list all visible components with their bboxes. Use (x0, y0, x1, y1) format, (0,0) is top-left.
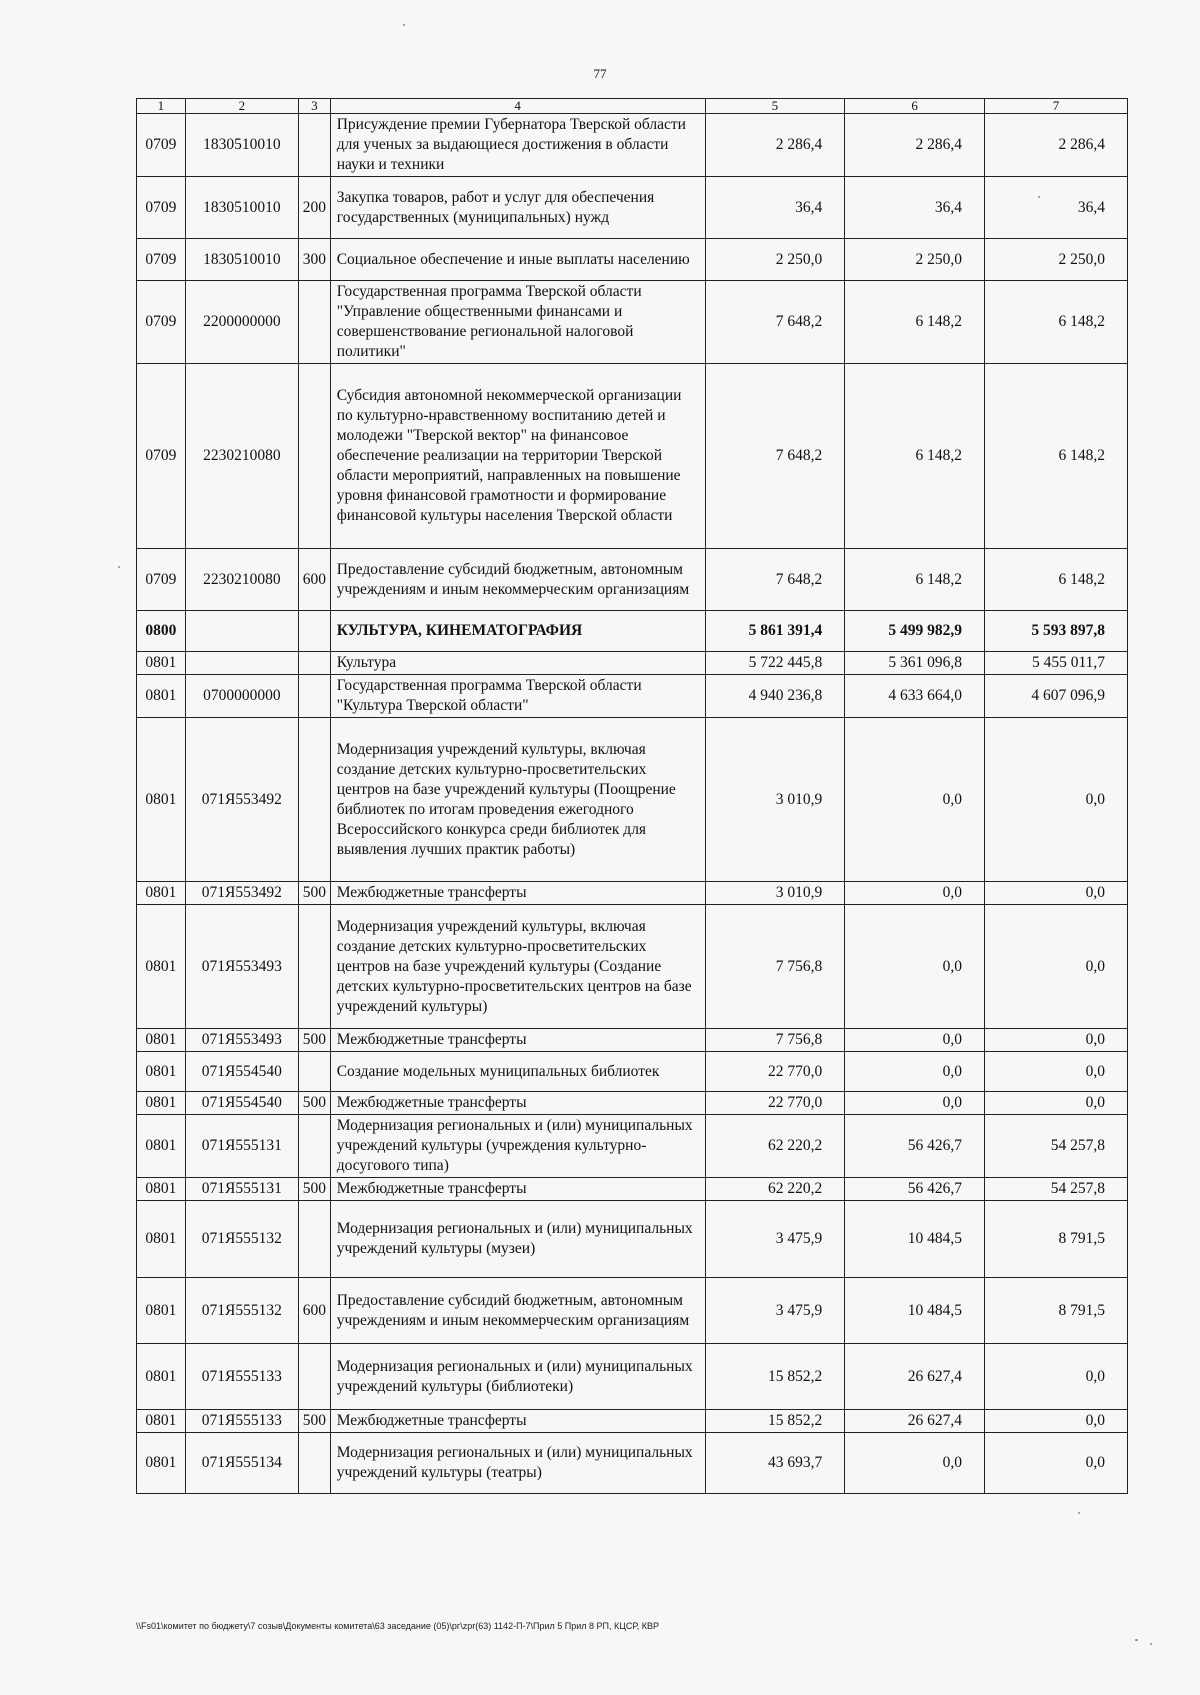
section-code-cell: 0801 (137, 882, 186, 905)
amount-col7-cell: 0,0 (985, 1052, 1128, 1092)
amount-col5-cell: 2 286,4 (705, 114, 845, 177)
description-cell: Социальное обеспечение и иные выплаты населению (330, 239, 705, 281)
amount-col5-cell: 7 756,8 (705, 905, 845, 1029)
amount-col7-cell: 0,0 (985, 1433, 1128, 1494)
amount-col7-cell: 0,0 (985, 882, 1128, 905)
target-article-cell: 2230210080 (185, 549, 298, 611)
column-header: 1 (137, 99, 186, 114)
target-article-cell: 0700000000 (185, 675, 298, 718)
section-code-cell: 0801 (137, 1410, 186, 1433)
amount-col7-cell: 6 148,2 (985, 281, 1128, 364)
amount-col5-cell: 7 648,2 (705, 364, 845, 549)
expense-type-cell (298, 905, 330, 1029)
column-header: 4 (330, 99, 705, 114)
target-article-cell: 071Я555132 (185, 1278, 298, 1344)
section-code-cell: 0709 (137, 114, 186, 177)
expense-type-cell: 600 (298, 549, 330, 611)
amount-col7-cell: 2 250,0 (985, 239, 1128, 281)
amount-col7-cell: 54 257,8 (985, 1178, 1128, 1201)
amount-col5-cell: 43 693,7 (705, 1433, 845, 1494)
description-cell: Государственная программа Тверской области "Культура Тверской области" (330, 675, 705, 718)
amount-col5-cell: 62 220,2 (705, 1115, 845, 1178)
table-row (137, 1344, 1128, 1410)
description-cell: Предоставление субсидий бюджетным, автономным учреждениям и иным некоммерческим организациям (330, 549, 705, 611)
section-code-cell: 0801 (137, 718, 186, 882)
section-code-cell: 0801 (137, 1278, 186, 1344)
description-cell: Модернизация региональных и (или) муниципальных учреждений культуры (музеи) (330, 1201, 705, 1278)
table-row (137, 611, 1128, 652)
table-row (137, 675, 1128, 718)
table-row (137, 281, 1128, 364)
expense-type-cell: 500 (298, 1029, 330, 1052)
expense-type-cell: 300 (298, 239, 330, 281)
expense-type-cell (298, 364, 330, 549)
column-header: 7 (985, 99, 1128, 114)
section-code-cell: 0801 (137, 1201, 186, 1278)
description-cell: Модернизация учреждений культуры, включая создание детских культурно-просветительских центров на базе учреждений культуры (Создание детских культурно-просветительских центров на базе учреждений культуры) (330, 905, 705, 1029)
section-code-cell: 0801 (137, 905, 186, 1029)
description-cell: Модернизация региональных и (или) муниципальных учреждений культуры (учреждения культурно-досугового типа) (330, 1115, 705, 1178)
table-row (137, 177, 1128, 239)
amount-col6-cell: 0,0 (845, 1029, 985, 1052)
scan-speck (1135, 1639, 1138, 1641)
amount-col6-cell: 10 484,5 (845, 1278, 985, 1344)
target-article-cell: 071Я553492 (185, 718, 298, 882)
column-number-row (137, 99, 1128, 114)
expense-type-cell: 500 (298, 882, 330, 905)
description-cell: Межбюджетные трансферты (330, 1029, 705, 1052)
section-code-cell: 0801 (137, 675, 186, 718)
expense-type-cell (298, 1344, 330, 1410)
amount-col6-cell: 4 633 664,0 (845, 675, 985, 718)
amount-col6-cell: 2 286,4 (845, 114, 985, 177)
description-cell: Культура (330, 652, 705, 675)
amount-col5-cell: 5 861 391,4 (705, 611, 845, 652)
target-article-cell (185, 611, 298, 652)
amount-col6-cell: 6 148,2 (845, 364, 985, 549)
amount-col7-cell: 5 593 897,8 (985, 611, 1128, 652)
description-cell: Предоставление субсидий бюджетным, автономным учреждениям и иным некоммерческим организациям (330, 1278, 705, 1344)
description-cell: Создание модельных муниципальных библиотек (330, 1052, 705, 1092)
amount-col5-cell: 3 475,9 (705, 1278, 845, 1344)
description-cell: Модернизация региональных и (или) муниципальных учреждений культуры (театры) (330, 1433, 705, 1494)
budget-table (136, 98, 1128, 1494)
description-cell: Закупка товаров, работ и услуг для обеспечения государственных (муниципальных) нужд (330, 177, 705, 239)
amount-col7-cell: 0,0 (985, 905, 1128, 1029)
amount-col6-cell: 5 361 096,8 (845, 652, 985, 675)
amount-col6-cell: 0,0 (845, 905, 985, 1029)
amount-col6-cell: 10 484,5 (845, 1201, 985, 1278)
description-cell: КУЛЬТУРА, КИНЕМАТОГРАФИЯ (330, 611, 705, 652)
amount-col6-cell: 56 426,7 (845, 1115, 985, 1178)
amount-col5-cell: 15 852,2 (705, 1410, 845, 1433)
table-row (137, 1052, 1128, 1092)
amount-col7-cell: 54 257,8 (985, 1115, 1128, 1178)
description-cell: Межбюджетные трансферты (330, 882, 705, 905)
description-cell: Государственная программа Тверской области "Управление общественными финансами и совершенствование региональной налоговой политики" (330, 281, 705, 364)
target-article-cell: 071Я554540 (185, 1092, 298, 1115)
description-cell: Межбюджетные трансферты (330, 1092, 705, 1115)
target-article-cell: 1830510010 (185, 239, 298, 281)
expense-type-cell (298, 1115, 330, 1178)
section-code-cell: 0709 (137, 239, 186, 281)
amount-col5-cell: 4 940 236,8 (705, 675, 845, 718)
section-code-cell: 0801 (137, 1115, 186, 1178)
amount-col6-cell: 6 148,2 (845, 281, 985, 364)
table-row (137, 1201, 1128, 1278)
target-article-cell: 071Я555134 (185, 1433, 298, 1494)
description-cell: Межбюджетные трансферты (330, 1410, 705, 1433)
footer-file-path: \\Fs01\комитет по бюджету\7 созыв\Документы комитета\63 заседание (05)\рг\zpr(63) 1142-П-7\Прил 5 Прил 8 РП, КЦСР, КВР (136, 1621, 659, 1631)
expense-type-cell (298, 281, 330, 364)
amount-col6-cell: 0,0 (845, 1433, 985, 1494)
expense-type-cell: 500 (298, 1410, 330, 1433)
amount-col6-cell: 36,4 (845, 177, 985, 239)
scan-speck (1150, 1643, 1152, 1645)
amount-col5-cell: 7 648,2 (705, 281, 845, 364)
amount-col5-cell: 7 756,8 (705, 1029, 845, 1052)
amount-col7-cell: 0,0 (985, 1092, 1128, 1115)
page-number: 77 (593, 66, 607, 81)
scan-speck (118, 566, 120, 568)
amount-col7-cell: 2 286,4 (985, 114, 1128, 177)
column-header: 3 (298, 99, 330, 114)
table-row (137, 652, 1128, 675)
amount-col6-cell: 26 627,4 (845, 1344, 985, 1410)
amount-col5-cell: 3 010,9 (705, 718, 845, 882)
expense-type-cell (298, 1433, 330, 1494)
target-article-cell: 2200000000 (185, 281, 298, 364)
scan-speck (403, 24, 405, 26)
section-code-cell: 0709 (137, 177, 186, 239)
description-cell: Модернизация региональных и (или) муниципальных учреждений культуры (библиотеки) (330, 1344, 705, 1410)
target-article-cell: 2230210080 (185, 364, 298, 549)
amount-col7-cell: 0,0 (985, 1410, 1128, 1433)
table-row (137, 882, 1128, 905)
amount-col7-cell: 4 607 096,9 (985, 675, 1128, 718)
target-article-cell: 071Я555133 (185, 1410, 298, 1433)
amount-col6-cell: 5 499 982,9 (845, 611, 985, 652)
expense-type-cell: 500 (298, 1178, 330, 1201)
amount-col5-cell: 22 770,0 (705, 1052, 845, 1092)
description-cell: Субсидия автономной некоммерческой организации по культурно-нравственному воспитанию детей и молодежи "Тверской вектор" на финансовое обеспечение реализации на территории Тверской области мероприятий, направленных на повышение уровня финансовой грамотности и формирование финансовой культуры населения Тверской области (330, 364, 705, 549)
section-code-cell: 0801 (137, 1178, 186, 1201)
target-article-cell: 071Я555131 (185, 1178, 298, 1201)
column-header: 5 (705, 99, 845, 114)
section-code-cell: 0801 (137, 1029, 186, 1052)
amount-col6-cell: 0,0 (845, 1092, 985, 1115)
table-row (137, 1433, 1128, 1494)
expense-type-cell: 500 (298, 1092, 330, 1115)
amount-col5-cell: 15 852,2 (705, 1344, 845, 1410)
amount-col5-cell: 3 010,9 (705, 882, 845, 905)
amount-col5-cell: 22 770,0 (705, 1092, 845, 1115)
amount-col6-cell: 0,0 (845, 882, 985, 905)
amount-col6-cell: 0,0 (845, 718, 985, 882)
amount-col5-cell: 2 250,0 (705, 239, 845, 281)
table-row (137, 1029, 1128, 1052)
amount-col5-cell: 62 220,2 (705, 1178, 845, 1201)
amount-col7-cell: 0,0 (985, 1344, 1128, 1410)
amount-col7-cell: 8 791,5 (985, 1278, 1128, 1344)
target-article-cell: 071Я553493 (185, 1029, 298, 1052)
target-article-cell: 071Я554540 (185, 1052, 298, 1092)
column-header: 6 (845, 99, 985, 114)
table-row (137, 549, 1128, 611)
section-code-cell: 0709 (137, 364, 186, 549)
expense-type-cell (298, 1201, 330, 1278)
amount-col7-cell: 0,0 (985, 718, 1128, 882)
table-row (137, 1278, 1128, 1344)
expense-type-cell (298, 611, 330, 652)
amount-col7-cell: 6 148,2 (985, 549, 1128, 611)
expense-type-cell: 200 (298, 177, 330, 239)
expense-type-cell (298, 718, 330, 882)
amount-col6-cell: 6 148,2 (845, 549, 985, 611)
table-row (137, 718, 1128, 882)
amount-col7-cell: 5 455 011,7 (985, 652, 1128, 675)
amount-col5-cell: 5 722 445,8 (705, 652, 845, 675)
description-cell: Модернизация учреждений культуры, включая создание детских культурно-просветительских центров на базе учреждений культуры (Поощрение библиотек по итогам проведения ежегодного Всероссийского конкурса среди библиотек для выявления лучших практик работы) (330, 718, 705, 882)
amount-col6-cell: 56 426,7 (845, 1178, 985, 1201)
amount-col6-cell: 0,0 (845, 1052, 985, 1092)
expense-type-cell (298, 675, 330, 718)
amount-col7-cell: 36,4 (985, 177, 1128, 239)
expense-type-cell (298, 114, 330, 177)
table-row (137, 905, 1128, 1029)
scan-speck (1078, 1512, 1080, 1514)
amount-col7-cell: 0,0 (985, 1029, 1128, 1052)
target-article-cell: 071Я555133 (185, 1344, 298, 1410)
expense-type-cell (298, 1052, 330, 1092)
table-row (137, 1178, 1128, 1201)
expense-type-cell (298, 652, 330, 675)
target-article-cell: 071Я553493 (185, 905, 298, 1029)
target-article-cell: 1830510010 (185, 177, 298, 239)
amount-col5-cell: 7 648,2 (705, 549, 845, 611)
description-cell: Присуждение премии Губернатора Тверской области для ученых за выдающиеся достижения в области науки и техники (330, 114, 705, 177)
column-header: 2 (185, 99, 298, 114)
scan-speck (1038, 196, 1040, 198)
table-row (137, 1092, 1128, 1115)
section-code-cell: 0801 (137, 1052, 186, 1092)
expense-type-cell: 600 (298, 1278, 330, 1344)
amount-col5-cell: 3 475,9 (705, 1201, 845, 1278)
amount-col7-cell: 6 148,2 (985, 364, 1128, 549)
table-row (137, 239, 1128, 281)
amount-col7-cell: 8 791,5 (985, 1201, 1128, 1278)
table-row (137, 1410, 1128, 1433)
target-article-cell: 071Я555131 (185, 1115, 298, 1178)
section-code-cell: 0800 (137, 611, 186, 652)
table-row (137, 364, 1128, 549)
section-code-cell: 0801 (137, 1344, 186, 1410)
amount-col6-cell: 26 627,4 (845, 1410, 985, 1433)
target-article-cell: 1830510010 (185, 114, 298, 177)
amount-col6-cell: 2 250,0 (845, 239, 985, 281)
table-row (137, 114, 1128, 177)
section-code-cell: 0801 (137, 652, 186, 675)
target-article-cell (185, 652, 298, 675)
amount-col5-cell: 36,4 (705, 177, 845, 239)
table-row (137, 1115, 1128, 1178)
section-code-cell: 0709 (137, 549, 186, 611)
target-article-cell: 071Я555132 (185, 1201, 298, 1278)
section-code-cell: 0801 (137, 1433, 186, 1494)
section-code-cell: 0709 (137, 281, 186, 364)
description-cell: Межбюджетные трансферты (330, 1178, 705, 1201)
section-code-cell: 0801 (137, 1092, 186, 1115)
target-article-cell: 071Я553492 (185, 882, 298, 905)
